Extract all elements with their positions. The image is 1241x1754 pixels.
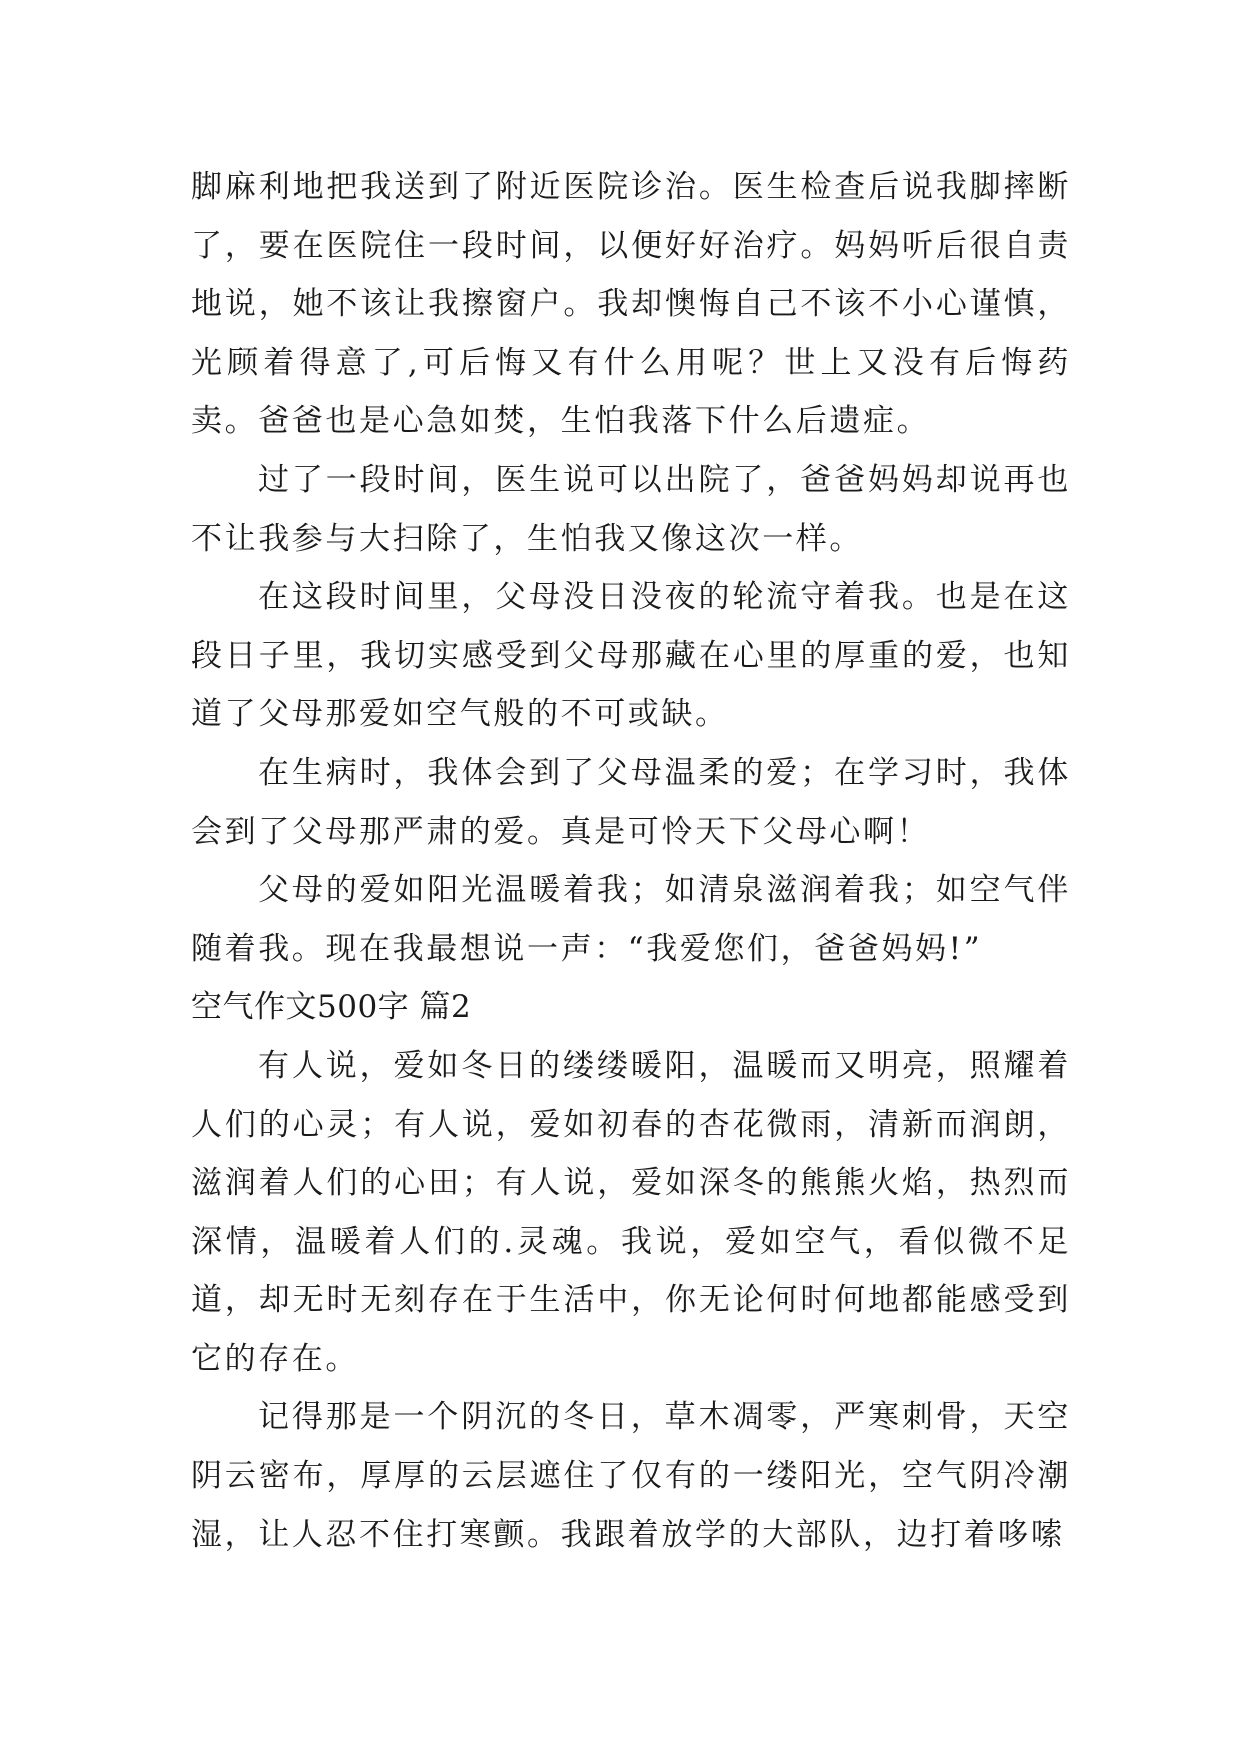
paragraph: 有人说，爱如冬日的缕缕暖阳，温暖而又明亮，照耀着人们的心灵；有人说，爱如初春的杏花微雨，清新而润朗，滋润着人们的心田；有人说，爱如深冬的熊熊火焰，热烈而深情，温暖着人们的.灵魂。我说，爱如空气，看似微不足道，却无时无刻存在于生活中，你无论何时何地都能感受到它的存在。 [191,1047,1071,1377]
document-body [191,158,1071,1564]
paragraph: 在生病时，我体会到了父母温柔的爱；在学习时，我体会到了父母那严肃的爱。真是可怜天下父母心啊！ [191,754,1071,850]
paragraph: 在这段时间里，父母没日没夜的轮流守着我。也是在这段日子里，我切实感受到父母那藏在心里的厚重的爱，也知道了父母那爱如空气般的不可或缺。 [191,579,1071,733]
paragraph: 过了一段时间，医生说可以出院了，爸爸妈妈却说再也不让我参与大扫除了，生怕我又像这次一样。 [191,461,1071,557]
paragraph: 父母的爱如阳光温暖着我；如清泉滋润着我；如空气伴随着我。现在我最想说一声：“我爱您们，爸爸妈妈!” [191,872,1071,967]
section-heading: 空气作文500字 篇2 [191,989,472,1026]
paragraph: 脚麻利地把我送到了附近医院诊治。医生检查后说我脚摔断了，要在医院住一段时间，以便好好治疗。妈妈听后很自责地说，她不该让我擦窗户。我却懊悔自己不该不小心谨慎，光顾着得意了,可后悔又有什么用呢？世上又没有后悔药卖。爸爸也是心急如焚，生怕我落下什么后遗症。 [191,169,1071,440]
paragraph: 记得那是一个阴沉的冬日，草木凋零，严寒刺骨，天空阴云密布，厚厚的云层遮住了仅有的一缕阳光，空气阴冷潮湿，让人忍不住打寒颤。我跟着放学的大部队，边打着哆嗦 [191,1399,1071,1553]
